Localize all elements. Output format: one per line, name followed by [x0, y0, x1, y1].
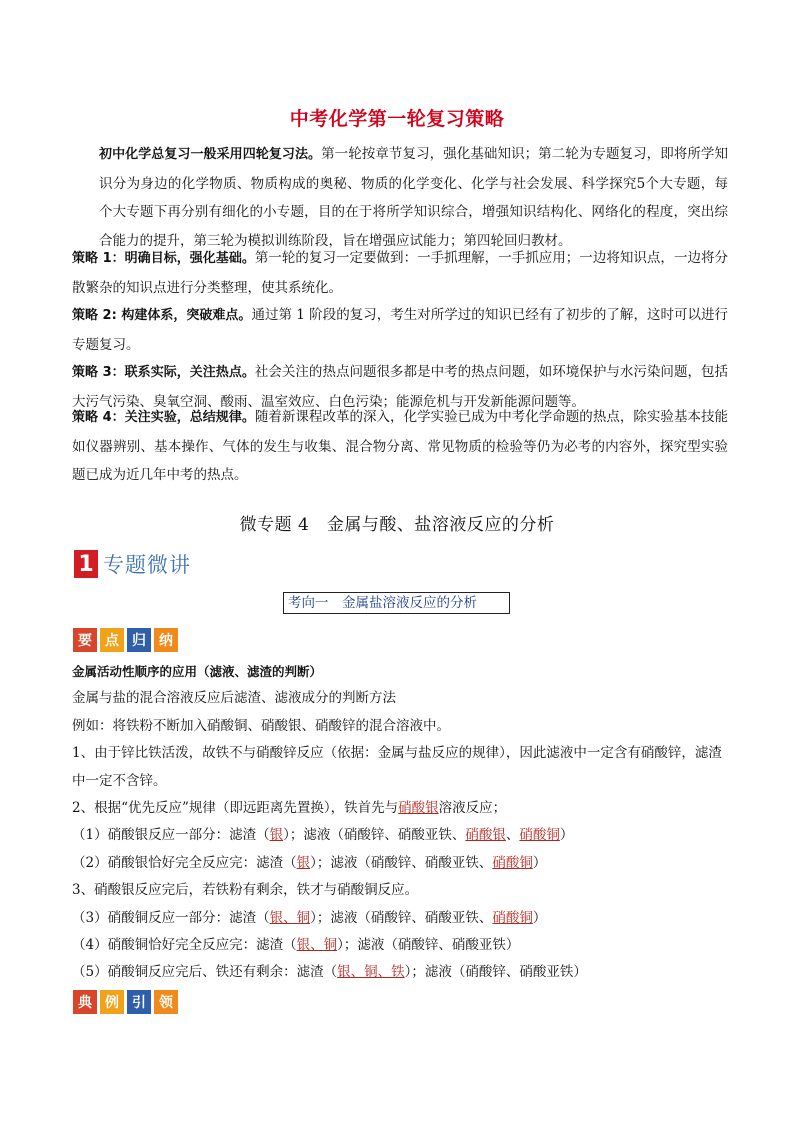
- content-body: [72, 658, 732, 987]
- badge-char: 归: [127, 628, 151, 652]
- text-span: ）；滤液（硝酸锌、硝酸亚铁）: [404, 964, 587, 981]
- badge-char: 例: [100, 990, 124, 1014]
- strategy-2: [72, 301, 728, 359]
- content-heading: 金属活动性顺序的应用（滤液、滤渣的判断）: [72, 664, 323, 679]
- intro-lead: 初中化学总复习一般采用四轮复习法。: [99, 147, 322, 162]
- answer-text: 银、铜: [296, 937, 338, 954]
- section-label: 专题微讲: [103, 553, 191, 577]
- content-point-1: 1、由于锌比铁活泼，故铁不与硝酸锌反应（依据：金属与盐反应的规律），因此滤液中一定含有硝酸锌，滤渣中一定不含锌。: [72, 745, 722, 789]
- text-span: ）；滤液（硝酸锌、硝酸亚铁、: [310, 909, 493, 926]
- strategy-2-text: 通过第 1 阶段的复习，考生对所学过的知识已经有了初步的了解，这时可以进行专题复习。: [72, 307, 729, 353]
- strategy-1-head: 策略 1：明确目标，强化基础。: [72, 251, 255, 266]
- badge-char: 纳: [154, 628, 178, 652]
- content-item-1: [72, 822, 732, 849]
- text-span: （3）硝酸铜反应一部分：滤渣（: [72, 909, 270, 926]
- answer-text: 硝酸铜: [519, 827, 560, 844]
- intro-paragraph: [72, 140, 728, 255]
- strategy-4-text: 随着新课程改革的深入，化学实验已成为中考化学命题的热点，除实验基本技能如仪器辨别、基本操作、气体的发生与收集、混合物分离、常见物质的检验等仍为必考的内容外，探究型实验题已成为近几年中考的热点。: [72, 409, 728, 484]
- content-item-4: [72, 932, 732, 959]
- text-span: ）；滤液（硝酸锌、硝酸亚铁、: [310, 854, 493, 871]
- section-header: [74, 549, 191, 579]
- examples-badges: [73, 990, 178, 1014]
- text-span: ）；滤液（硝酸锌、硝酸亚铁、: [283, 827, 466, 844]
- content-point-3: 3、硝酸银反应完后，若铁粉有剩余，铁才与硝酸铜反应。: [72, 882, 419, 899]
- badge-char: 要: [73, 628, 97, 652]
- answer-text: 银: [296, 854, 311, 871]
- kaoxiang-box: 考向一 金属盐溶液反应的分析: [283, 592, 510, 614]
- text-span: （2）硝酸银恰好完全反应完：滤渣（: [72, 854, 297, 871]
- strategy-4-head: 策略 4：关注实验，总结规律。: [72, 410, 255, 425]
- content-item-3: [72, 905, 732, 932]
- badge-char: 领: [154, 990, 178, 1014]
- text-span: ）: [532, 909, 547, 926]
- answer-text: 硝酸铜: [492, 854, 533, 871]
- text-span: （5）硝酸铜反应完后、铁还有剩余：滤渣（: [72, 964, 338, 981]
- text-span: （1）硝酸银反应一部分：滤渣（: [72, 827, 270, 844]
- page-title: 中考化学第一轮复习策略: [289, 108, 505, 130]
- intro-text: 第一轮按章节复习，强化基础知识；第二轮为专题复习，即将所学知识分为身边的化学物质、物质构成的奥秘、物质的化学变化、化学与社会发展、科学探究5个大专题，每个大专题下再分别有细化的小专题，目的在于将所学知识综合，增强知识结构化、网络化的程度，突出综合能力的提升，第三轮为模拟训练阶段，旨在增强应试能力；第四轮回归教材。: [99, 146, 728, 249]
- strategy-1: [72, 244, 728, 302]
- badge-char: 典: [73, 990, 97, 1014]
- text-span: 、: [505, 827, 520, 844]
- topic-title: 微专题 4 金属与酸、盐溶液反应的分析: [239, 515, 555, 535]
- strategy-4: [72, 403, 728, 490]
- strategy-3-head: 策略 3：联系实际，关注热点。: [72, 365, 255, 380]
- text-span: 2、根据“优先反应”规律（即远距离先置换），铁首先与: [72, 800, 399, 817]
- strategy-1-text: 第一轮的复习一定要做到：一手抓理解，一手抓应用；一边将知识点，一边将分散繁杂的知识点进行分类整理，使其系统化。: [72, 250, 728, 296]
- text-span: ）；滤液（硝酸锌、硝酸亚铁）: [337, 937, 520, 954]
- text-span: 溶液反应；: [438, 800, 507, 817]
- text-span: ）: [532, 854, 547, 871]
- section-number: 1: [74, 550, 98, 578]
- key-points-badges: [73, 628, 178, 652]
- answer-text: 银、铜: [269, 909, 311, 926]
- answer-text: 硝酸银: [398, 800, 439, 817]
- text-span: ）: [559, 827, 574, 844]
- badge-char: 点: [100, 628, 124, 652]
- strategy-2-head: 策略 2: 构建体系，突破难点。: [72, 308, 252, 323]
- strategy-3-text: 社会关注的热点问题很多都是中考的热点问题，如环境保护与水污染问题，包括大污气污染、臭氧空洞、酸雨、温室效应、白色污染；能源危机与开发新能源问题等。: [72, 364, 728, 410]
- text-span: （4）硝酸铜恰好完全反应完：滤渣（: [72, 937, 297, 954]
- content-item-5: [72, 959, 732, 986]
- badge-char: 引: [127, 990, 151, 1014]
- answer-text: 银: [269, 827, 284, 844]
- content-item-2: [72, 850, 732, 877]
- content-line: 金属与盐的混合溶液反应后滤渣、滤液成分的判断方法: [72, 690, 396, 707]
- answer-text: 硝酸银: [465, 827, 506, 844]
- answer-text: 银、铜、铁: [337, 964, 405, 981]
- content-line: 例如：将铁粉不断加入硝酸铜、硝酸银、硝酸锌的混合溶液中。: [72, 717, 450, 734]
- answer-text: 硝酸铜: [492, 909, 533, 926]
- content-point-2: [72, 795, 732, 822]
